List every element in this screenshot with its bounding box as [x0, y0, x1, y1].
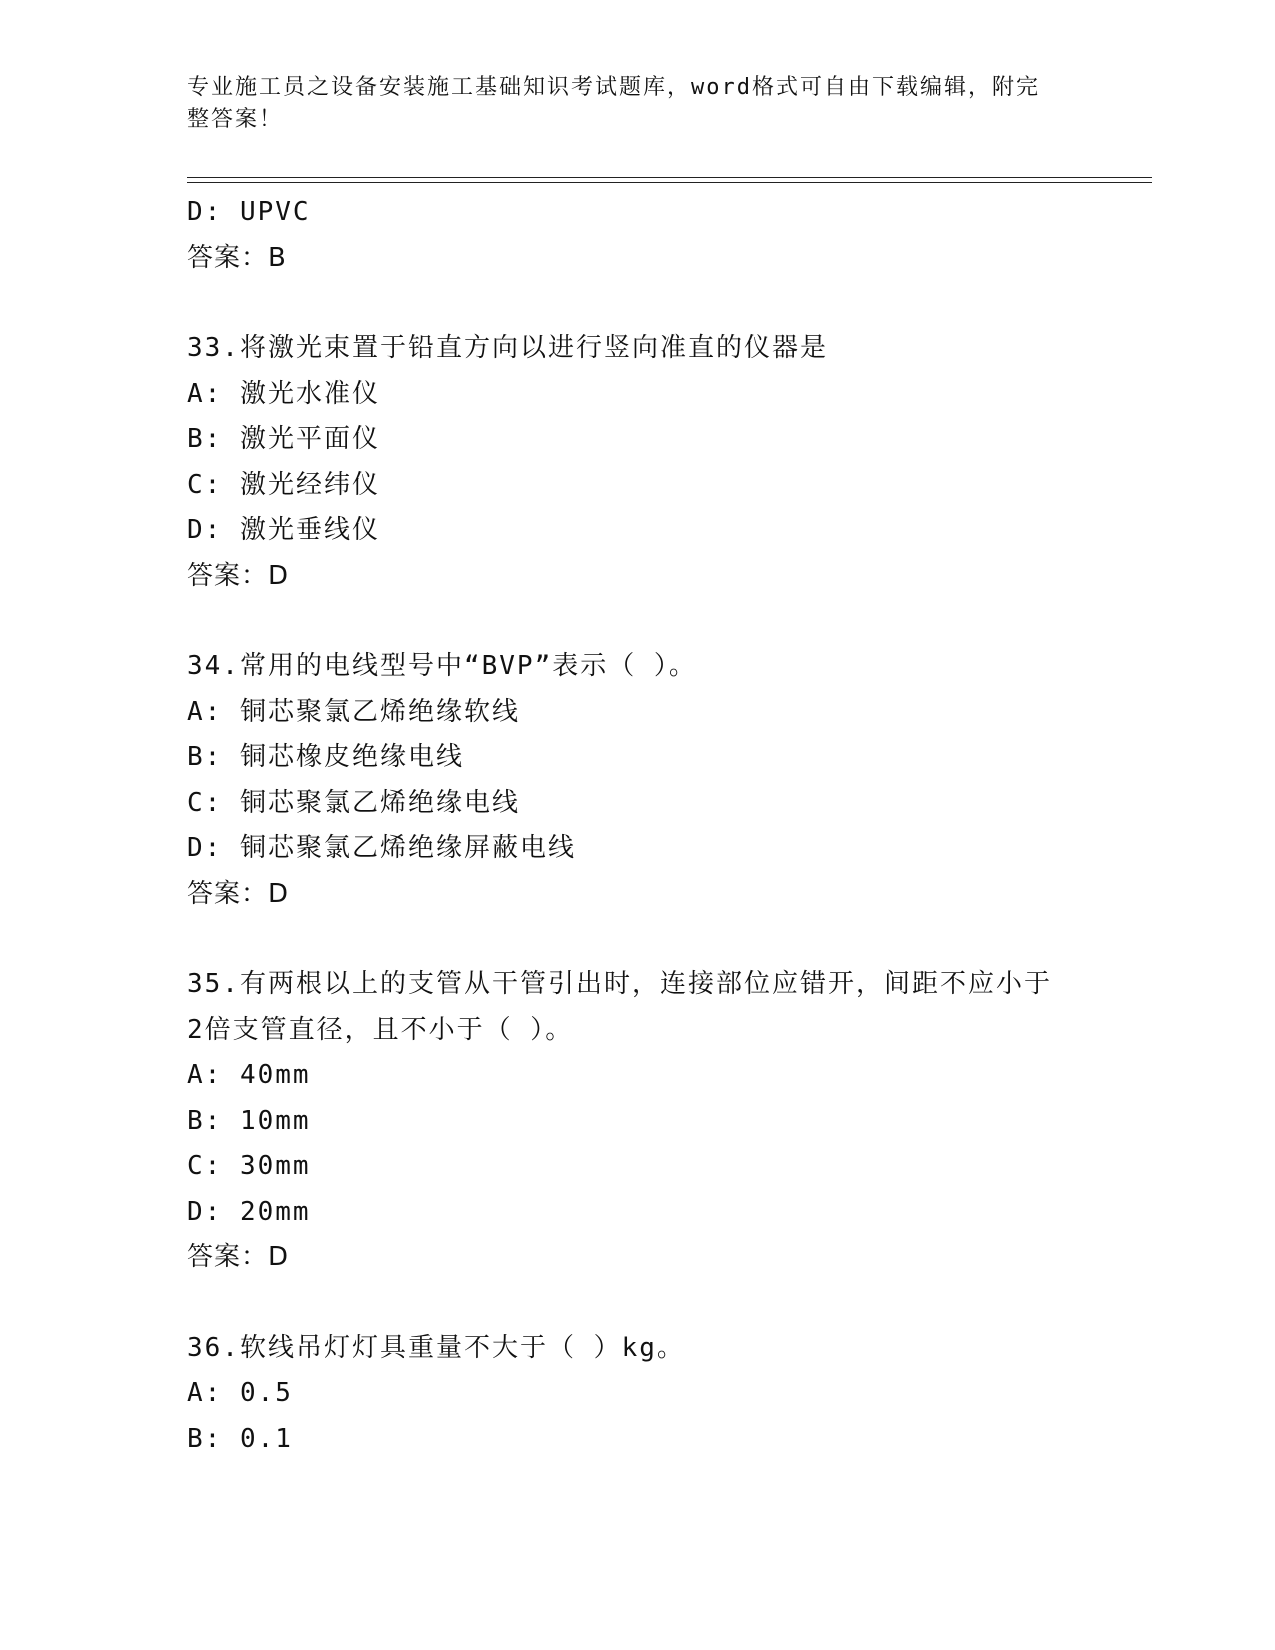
header-line-2: 整答案！ — [187, 107, 284, 132]
option-b: B: 10mm — [187, 1105, 311, 1136]
document-body — [187, 190, 1087, 1462]
question-stem: 36.软线吊灯灯具重量不大于（ ）kg。 — [187, 1332, 685, 1363]
header-divider-bottom — [187, 182, 1152, 183]
option-a: A: 40mm — [187, 1060, 311, 1090]
header-divider-top — [187, 177, 1152, 178]
question-stem-line-1: 35.有两根以上的支管从干管引出时，连接部位应错开，间距不应小于 — [187, 969, 1052, 999]
question-stem-line-2: 2倍支管直径，且不小于（ ）。 — [187, 1014, 574, 1045]
answer: 答案：D — [187, 1242, 290, 1272]
option-d: D: UPVC — [187, 197, 311, 227]
spacer — [187, 599, 1087, 644]
question-33 — [187, 326, 1087, 599]
option-c: C: 30mm — [187, 1151, 311, 1181]
header-line-1: 专业施工员之设备安装施工基础知识考试题库，word格式可自由下载编辑，附完 — [187, 75, 1040, 100]
question-stem: 34.常用的电线型号中“BVP”表示（ ）。 — [187, 651, 697, 681]
answer: 答案：B — [187, 242, 287, 273]
spacer — [187, 917, 1087, 962]
option-b: B: 激光平面仪 — [187, 424, 380, 454]
option-d: D: 铜芯聚氯乙烯绝缘屏蔽电线 — [187, 833, 576, 863]
spacer — [187, 281, 1087, 326]
option-c: C: 铜芯聚氯乙烯绝缘电线 — [187, 787, 520, 818]
question-35 — [187, 962, 1087, 1281]
question-36 — [187, 1326, 1087, 1463]
option-c: C: 激光经纬仪 — [187, 469, 380, 500]
question-stem: 33.将激光束置于铅直方向以进行竖向准直的仪器是 — [187, 333, 828, 363]
option-d: D: 20mm — [187, 1196, 311, 1227]
spacer — [187, 1281, 1087, 1326]
question-34 — [187, 644, 1087, 917]
question-32-tail — [187, 190, 1087, 281]
answer: 答案：D — [187, 878, 290, 909]
document-header — [187, 72, 1067, 136]
option-a: A: 激光水准仪 — [187, 378, 380, 409]
option-b: B: 铜芯橡皮绝缘电线 — [187, 742, 464, 772]
answer: 答案：D — [187, 560, 290, 591]
option-b: B: 0.1 — [187, 1423, 293, 1454]
option-a: A: 0.5 — [187, 1378, 293, 1408]
option-d: D: 激光垂线仪 — [187, 515, 380, 545]
option-a: A: 铜芯聚氯乙烯绝缘软线 — [187, 696, 520, 727]
